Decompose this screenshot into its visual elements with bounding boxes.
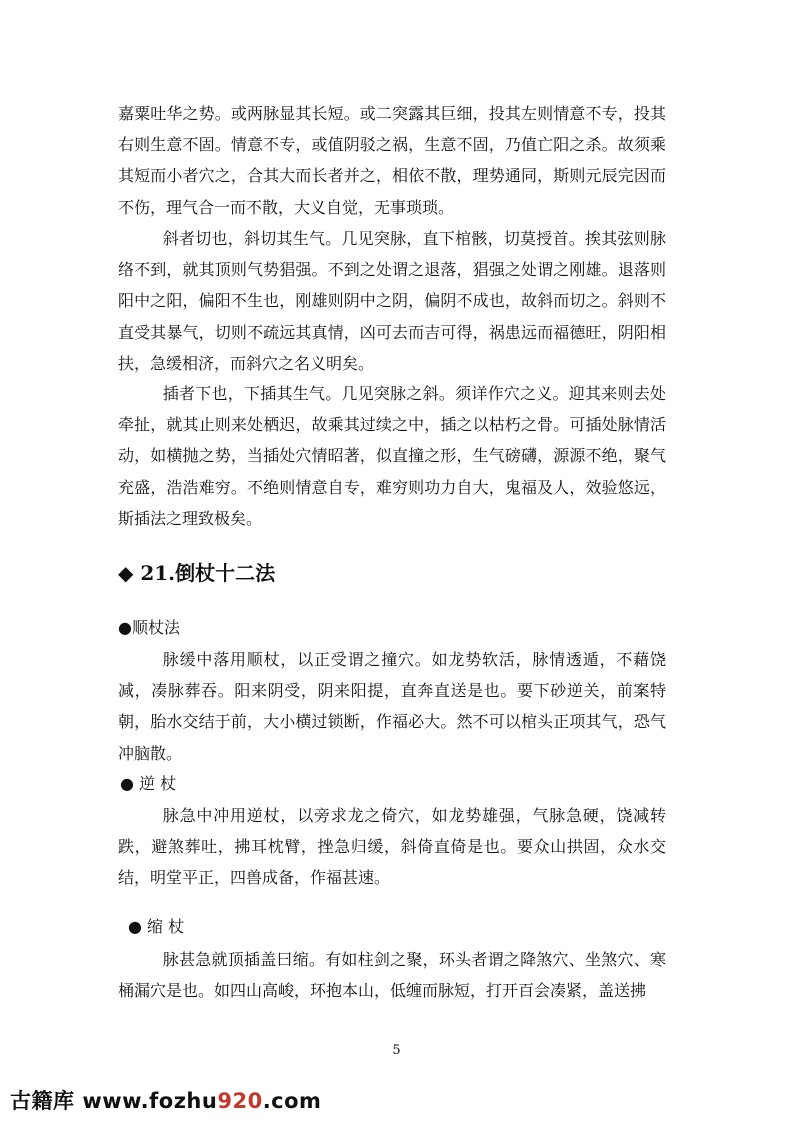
item-text-shunzhang: 脉缓中落用顺杖，以正受谓之撞穴。如龙势软活，脉情透遁，不藉饶减，凑脉葬吞。阳来阴受，阴来阳提，直奔直送是也。要下砂逆关，前案特朝，胎水交结于前，大小横过锁断，作福必大。然不可以棺头正项其气，恐气冲脑散。 xyxy=(118,650,666,763)
paragraph-3: 插者下也，下插其生气。几见突脉之斜。须详作穴之义。迎其来则去处牵扯，就其止则来处栖迟，故乘其过续之中，插之以枯朽之骨。可插处脉情活动，如横抛之势，当插处穴情昭著，似直撞之形，生气磅礴，源源不绝，聚气充盛，浩浩难穷。不绝则情意自专，难穷则功力自大，鬼福及人，效验悠远，斯插法之理致极矣。 xyxy=(118,384,666,528)
section-heading: ◆ 21.倒杖十二法 xyxy=(118,561,276,585)
page-number: 5 xyxy=(392,1043,401,1058)
watermark-url-number: 920 xyxy=(217,1089,263,1113)
item-text-nizhang: 脉急中冲用逆杖，以旁求龙之倚穴，如龙势雄强，气脉急硬，饶减转跌，避煞葬吐，拂耳枕臂，挫急归缓，斜倚直倚是也。要众山拱固，众水交结，明堂平正，四兽成备，作福甚速。 xyxy=(118,806,666,888)
paragraph-2: 斜者切也，斜切其生气。几见突脉，直下棺骸，切莫授首。挨其弦则脉络不到，就其顶则气势猖强。不到之处谓之退落，猖强之处谓之刚雄。退落则阳中之阳，偏阳不生也，刚雄则阴中之阴，偏阴不成也，故斜而切之。斜则不直受其暴气，切则不疏远其真情，凶可去而吉可得，祸患远而福德旺，阴阳相扶，急缓相济，而斜穴之名义明矣。 xyxy=(118,229,666,373)
item-label-shunzhang: ●顺杖法 xyxy=(118,618,180,637)
watermark-name: 古籍库 xyxy=(10,1089,75,1113)
item-label-nizhang: ● 逆 杖 xyxy=(120,774,177,793)
watermark-url-prefix: www.fozhu xyxy=(82,1089,218,1113)
watermark-url-suffix: .com xyxy=(262,1089,322,1113)
site-watermark xyxy=(10,1085,321,1115)
paragraph-1: 嘉粟吐华之势。或两脉显其长短。或二突露其巨细，投其左则情意不专，投其右则生意不固。情意不专，或值阴驳之祸，生意不固，乃值亡阳之杀。故须乘其短而小者穴之，合其大而长者并之，相依不散，理势通同，斯则元辰完因而不伤，理气合一而不散，大义自觉，无事琐琐。 xyxy=(118,104,666,217)
item-text-suozhang: 脉甚急就顶插盖曰缩。有如柱剑之聚，环头者谓之降煞穴、坐煞穴、寒桶漏穴是也。如四山高峻，环抱本山，低缠而脉短，打开百会凑紧，盖送拂 xyxy=(118,950,666,1001)
item-label-suozhang: ● 缩 杖 xyxy=(128,917,185,936)
